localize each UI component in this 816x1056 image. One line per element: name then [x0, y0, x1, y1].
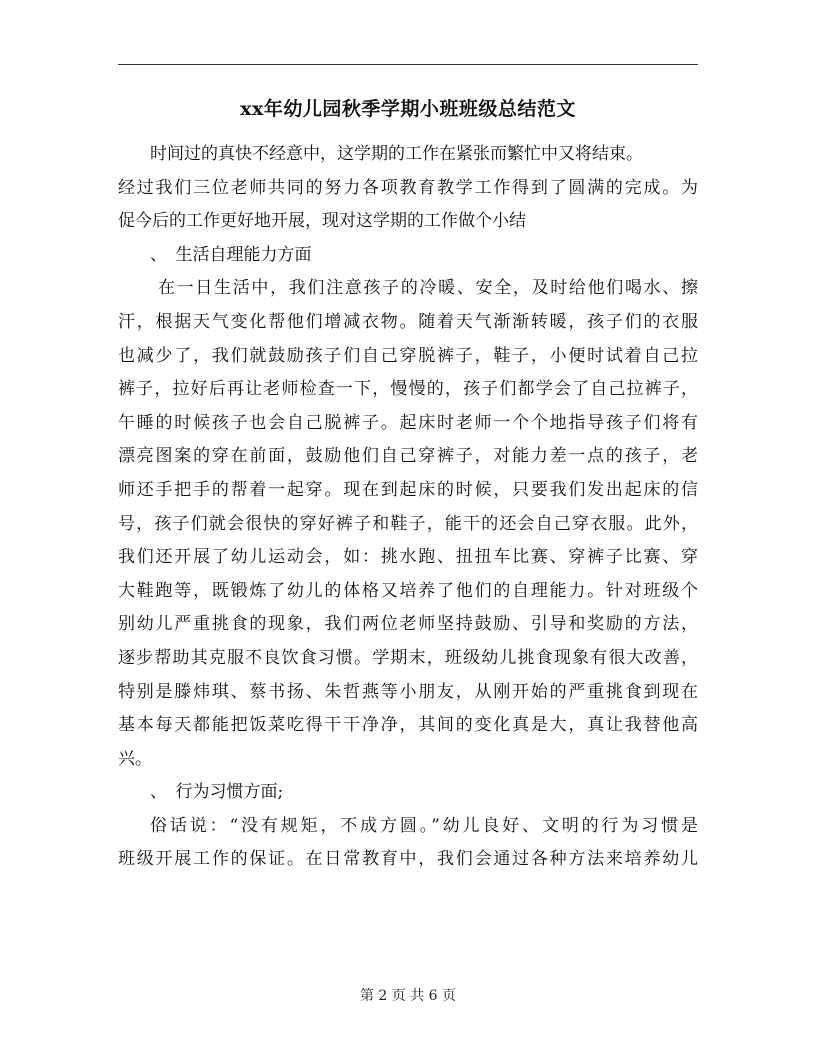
header-rule — [118, 64, 698, 65]
document-body — [118, 138, 698, 877]
text-line: 逐步帮助其克服不良饮食习惯。学期末，班级幼儿挑食现象有很大改善， — [118, 647, 698, 668]
text-line: 在一日生活中，我们注意孩子的冷暖、安全，及时给他们喝水、擦 — [158, 278, 698, 299]
text-line: 漂亮图案的穿在前面，鼓励他们自己穿裤子，对能力差一点的孩子，老 — [118, 446, 698, 467]
text-line: 特别是滕炜琪、蔡书扬、朱哲燕等小朋友，从刚开始的严重挑食到现在 — [118, 681, 698, 702]
text-line: 我们还开展了幼儿运动会，如：挑水跑、扭扭车比赛、穿裤子比赛、穿 — [118, 547, 698, 568]
text-line: 号，孩子们就会很快的穿好裤子和鞋子，能干的还会自己穿衣服。此外， — [118, 513, 698, 534]
text-line: 也减少了，我们就鼓励孩子们自己穿脱裤子，鞋子，小便时试着自己拉 — [118, 345, 698, 366]
text-line: 经过我们三位老师共同的努力各项教育教学工作得到了圆满的完成。为 — [118, 177, 698, 198]
document-title: xx年幼儿园秋季学期小班班级总结范文 — [240, 98, 576, 120]
text-line: 汗，根据天气变化帮他们增减衣物。随着天气渐渐转暖，孩子们的衣服 — [118, 311, 698, 332]
text-line: 大鞋跑等，既锻炼了幼儿的体格又培养了他们的自理能力。针对班级个 — [118, 580, 698, 601]
text-line: 裤子，拉好后再让老师检查一下，慢慢的，孩子们都学会了自己拉裤子， — [118, 379, 698, 400]
text-line: 、 行为习惯方面; — [150, 782, 284, 803]
text-line: 兴。 — [118, 748, 152, 769]
text-line: 、 生活自理能力方面 — [150, 244, 312, 265]
text-line: 别幼儿严重挑食的现象，我们两位老师坚持鼓励、引导和奖励的方法， — [118, 614, 698, 635]
text-line: 班级开展工作的保证。在日常教育中，我们会通过各种方法来培养幼儿 — [118, 849, 698, 870]
text-line: 促今后的工作更好地开展，现对这学期的工作做个小结 — [118, 211, 526, 232]
text-line: 午睡的时候孩子也会自己脱裤子。起床时老师一个个地指导孩子们将有 — [118, 412, 698, 433]
text-line: 俗话说：“没有规矩，不成方圆。”幼儿良好、文明的行为习惯是 — [150, 815, 698, 836]
text-line: 师还手把手的帮着一起穿。现在到起床的时候，只要我们发出起床的信 — [118, 479, 698, 500]
text-line: 基本每天都能把饭菜吃得干干净净，其间的变化真是大，真让我替他高 — [118, 715, 698, 736]
text-line: 时间过的真快不经意中，这学期的工作在紧张而繁忙中又将结束。 — [150, 144, 643, 164]
page-footer: 第 2 页 共 6 页 — [359, 988, 457, 1004]
